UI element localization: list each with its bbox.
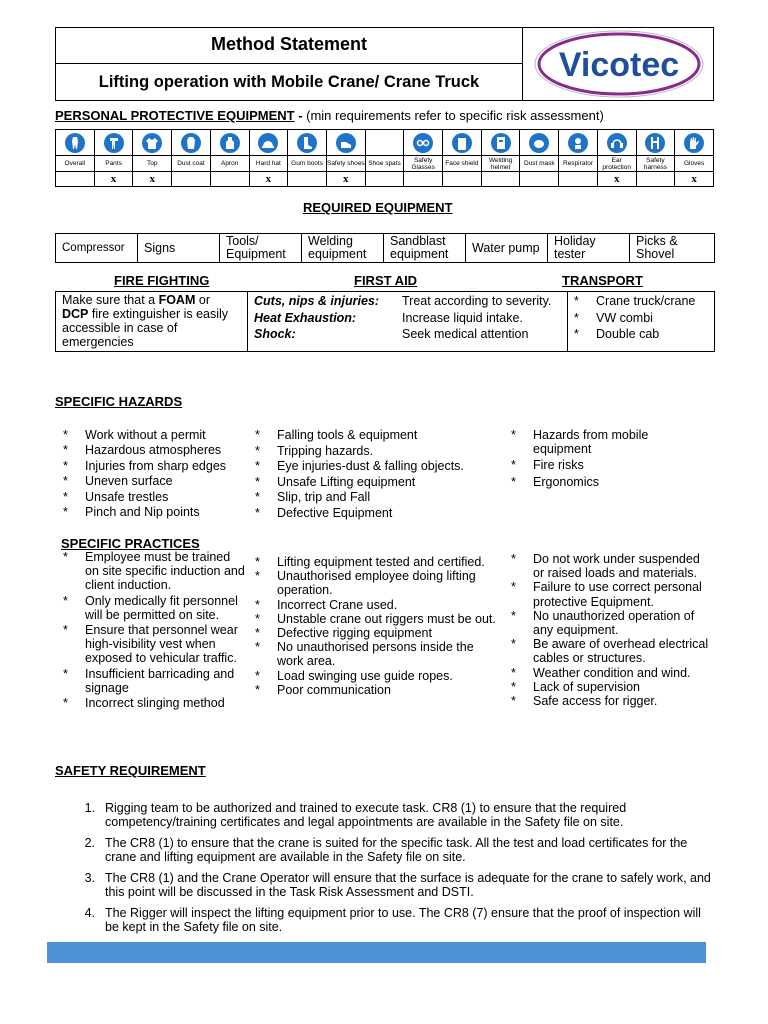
list-item bbox=[247, 683, 497, 697]
bullet-star: * bbox=[255, 459, 260, 474]
bullet-star: * bbox=[255, 569, 260, 584]
ppe-label: Gloves bbox=[675, 156, 714, 172]
dust-coat-icon bbox=[181, 133, 201, 153]
list-item bbox=[247, 459, 497, 473]
equipment-item: Tools/ Equipment bbox=[220, 234, 302, 263]
document-title: Method Statement bbox=[56, 28, 523, 64]
list-item-text: Fire risks bbox=[533, 458, 584, 473]
respirator-icon bbox=[568, 133, 588, 153]
list-item-text: Defective Equipment bbox=[277, 505, 393, 520]
ppe-label: Shoe spats bbox=[365, 156, 404, 172]
safety-requirement-item bbox=[76, 871, 716, 899]
face-shield-icon bbox=[452, 133, 472, 153]
ppe-mark bbox=[559, 172, 598, 187]
ppe-mark bbox=[172, 172, 211, 187]
ppe-heading-separator: - bbox=[294, 108, 307, 123]
list-item bbox=[247, 490, 497, 504]
bullet-star: * bbox=[511, 474, 516, 489]
ppe-mark bbox=[481, 172, 520, 187]
ppe-label: Apron bbox=[210, 156, 249, 172]
list-item bbox=[503, 428, 703, 456]
bullet-star: * bbox=[255, 443, 260, 458]
pants-icon bbox=[104, 133, 124, 153]
ppe-mark bbox=[443, 172, 482, 187]
bullet-star: * bbox=[63, 474, 68, 489]
ppe-label: Overall bbox=[56, 156, 95, 172]
document-subtitle: Lifting operation with Mobile Crane/ Crane Truck bbox=[56, 64, 523, 101]
ppe-mark bbox=[636, 172, 675, 187]
list-item-text: No unauthorized operation of any equipment. bbox=[533, 608, 695, 638]
list-item-text: Employee must be trained on site specific induction and client induction. bbox=[85, 550, 245, 593]
bullet-star: * bbox=[255, 505, 260, 520]
top-icon bbox=[142, 133, 162, 153]
ppe-icon-cell bbox=[172, 130, 211, 156]
list-item bbox=[503, 637, 713, 665]
bullet-star: * bbox=[511, 552, 516, 566]
list-item bbox=[503, 580, 713, 608]
ppe-label: Pants bbox=[94, 156, 133, 172]
ppe-mark bbox=[520, 172, 559, 187]
item-text: The CR8 (1) and the Crane Operator will ensure that the surface is adequate for the crane to safely work, and this point will be discussed in the Task Risk Assessment and DSTI. bbox=[105, 871, 711, 899]
ppe-icon-cell bbox=[56, 130, 95, 156]
ear-protection-icon bbox=[607, 133, 627, 153]
ppe-icon-cell bbox=[326, 130, 365, 156]
transport-label: VW combi bbox=[596, 310, 653, 325]
first-aid-row bbox=[254, 293, 561, 310]
bullet-star: * bbox=[255, 611, 260, 626]
fire-text-3: fire extinguisher is easily accessible in case of emergencies bbox=[62, 307, 229, 349]
list-item bbox=[55, 594, 247, 622]
list-item bbox=[247, 506, 497, 520]
list-item bbox=[247, 569, 497, 597]
first-aid-condition: Shock: bbox=[254, 327, 296, 341]
transport-label: Double cab bbox=[596, 327, 660, 341]
first-aid-treatment: Treat according to severity. bbox=[402, 294, 552, 308]
ppe-icon-cell bbox=[288, 130, 327, 156]
ppe-mark bbox=[56, 172, 95, 187]
item-text: Rigging team to be authorized and trained to execute task. CR8 (1) to ensure that the required competency/training certificates and legal appointments are available in the Safety file on site. bbox=[105, 801, 627, 829]
ppe-mark bbox=[288, 172, 327, 187]
company-logo bbox=[524, 28, 714, 101]
list-item bbox=[55, 428, 255, 442]
ppe-icon-cell bbox=[481, 130, 520, 156]
transport-item bbox=[574, 310, 708, 327]
fire-foam: FOAM bbox=[158, 293, 196, 307]
list-item-text: Failure to use correct personal protective Equipment. bbox=[533, 580, 702, 609]
footer-bar bbox=[47, 942, 706, 963]
dust-mask-icon bbox=[529, 133, 549, 153]
first-aid-treatment: Increase liquid intake. bbox=[402, 310, 523, 325]
list-item bbox=[247, 626, 497, 640]
safety-requirement-item bbox=[76, 906, 716, 934]
list-item bbox=[503, 680, 713, 694]
equipment-item: Sandblast equipment bbox=[384, 234, 466, 263]
bullet-star: * bbox=[255, 490, 260, 505]
ppe-label: Welding helmet bbox=[481, 156, 520, 172]
ppe-icon-cell bbox=[365, 130, 404, 156]
transport-cell bbox=[568, 292, 715, 352]
ppe-label: Respirator bbox=[559, 156, 598, 172]
ppe-heading bbox=[55, 108, 604, 123]
bullet-star: * bbox=[255, 668, 260, 683]
bullet-star: * bbox=[63, 623, 68, 638]
gloves-icon bbox=[684, 133, 704, 153]
ppe-icon-cell bbox=[404, 130, 443, 156]
ppe-icon-cell bbox=[675, 130, 714, 156]
item-number: 3. bbox=[84, 871, 95, 885]
practices-column-3 bbox=[503, 552, 713, 708]
list-item bbox=[55, 623, 247, 666]
gum-boots-icon bbox=[297, 133, 317, 153]
list-item bbox=[247, 612, 497, 626]
hard-hat-icon bbox=[258, 133, 278, 153]
required-equipment-heading: REQUIRED EQUIPMENT bbox=[303, 200, 453, 215]
specific-practices-heading: SPECIFIC PRACTICES bbox=[61, 536, 200, 551]
ppe-label: Safety Glasses bbox=[404, 156, 443, 172]
first-aid-heading: FIRST AID bbox=[354, 273, 418, 288]
list-item bbox=[247, 428, 497, 442]
bullet-star: * bbox=[574, 294, 579, 308]
ppe-icon-cell bbox=[559, 130, 598, 156]
ppe-mark: x bbox=[597, 172, 636, 187]
safety-requirement-list bbox=[76, 801, 716, 941]
list-item bbox=[247, 444, 497, 458]
list-item-text: Unauthorised employee doing lifting operation. bbox=[277, 569, 476, 598]
list-item-text: Work without a permit bbox=[85, 428, 206, 442]
list-item-text: Defective rigging equipment bbox=[277, 626, 432, 641]
welding-helmet-icon bbox=[491, 133, 511, 153]
ppe-label: Gum boots bbox=[288, 156, 327, 172]
list-item-text: Uneven surface bbox=[85, 474, 173, 489]
apron-icon bbox=[220, 133, 240, 153]
list-item-text: Poor communication bbox=[277, 682, 391, 697]
bullet-star: * bbox=[255, 640, 260, 655]
bullet-star: * bbox=[511, 458, 516, 473]
bullet-star: * bbox=[255, 597, 260, 612]
list-item bbox=[247, 669, 497, 683]
item-number: 4. bbox=[84, 906, 95, 920]
hazards-column-1 bbox=[55, 428, 255, 520]
equipment-item: Picks & Shovel bbox=[630, 234, 715, 263]
document-header bbox=[55, 27, 714, 101]
list-item bbox=[503, 552, 713, 580]
ppe-table bbox=[55, 129, 714, 187]
list-item-text: Incorrect slinging method bbox=[85, 696, 225, 711]
hazards-column-3 bbox=[503, 428, 703, 491]
bullet-star: * bbox=[511, 428, 516, 442]
bullet-star: * bbox=[63, 666, 68, 681]
list-item bbox=[55, 443, 255, 457]
list-item-text: Lack of supervision bbox=[533, 679, 641, 694]
list-item-text: Hazards from mobile equipment bbox=[533, 428, 649, 457]
first-aid-condition: Heat Exhaustion: bbox=[254, 310, 357, 325]
list-item bbox=[247, 475, 497, 489]
bullet-star: * bbox=[511, 608, 516, 623]
bullet-star: * bbox=[63, 696, 68, 711]
ppe-icon-cell bbox=[520, 130, 559, 156]
bullet-star: * bbox=[255, 626, 260, 641]
bullet-star: * bbox=[63, 428, 68, 442]
bullet-star: * bbox=[63, 593, 68, 608]
list-item bbox=[503, 458, 703, 472]
list-item bbox=[503, 609, 713, 637]
ppe-icon-cell bbox=[133, 130, 172, 156]
list-item bbox=[55, 505, 255, 519]
list-item-text: Weather condition and wind. bbox=[533, 665, 691, 680]
list-item-text: No unauthorised persons inside the work area. bbox=[277, 640, 474, 669]
bullet-star: * bbox=[63, 550, 68, 564]
transport-heading: TRANSPORT bbox=[562, 273, 643, 288]
bullet-star: * bbox=[511, 694, 516, 709]
list-item bbox=[247, 555, 497, 569]
list-item-text: Slip, trip and Fall bbox=[277, 490, 371, 505]
item-number: 2. bbox=[84, 836, 95, 850]
list-item bbox=[503, 666, 713, 680]
safety-glasses-icon bbox=[413, 133, 433, 153]
ppe-mark bbox=[210, 172, 249, 187]
bullet-star: * bbox=[63, 489, 68, 504]
ppe-icon-cell bbox=[210, 130, 249, 156]
item-text: The Rigger will inspect the lifting equipment prior to use. The CR8 (7) ensure that the proof of inspection will be kept in the Safety file on site. bbox=[105, 906, 701, 934]
safety-shoes-icon bbox=[336, 133, 356, 153]
first-aid-treatment: Seek medical attention bbox=[402, 327, 529, 341]
ppe-icon-cell bbox=[597, 130, 636, 156]
list-item-text: Ensure that personnel wear high-visibility vest when exposed to vehicular traffic. bbox=[85, 623, 238, 666]
ppe-label: Dust mask bbox=[520, 156, 559, 172]
first-aid-cell bbox=[248, 292, 568, 352]
ppe-mark: x bbox=[94, 172, 133, 187]
specific-hazards-heading: SPECIFIC HAZARDS bbox=[55, 394, 183, 409]
first-aid-condition: Cuts, nips & injuries: bbox=[254, 294, 380, 308]
practices-column-2 bbox=[247, 555, 497, 697]
list-item-text: Eye injuries-dust & falling objects. bbox=[277, 459, 464, 474]
list-item-text: Unstable crane out riggers must be out. bbox=[277, 611, 496, 626]
fire-dcp: DCP bbox=[62, 307, 89, 321]
ppe-label: Safety shoes bbox=[326, 156, 365, 172]
bullet-star: * bbox=[255, 428, 260, 442]
list-item-text: Hazardous atmospheres bbox=[85, 443, 222, 458]
list-item bbox=[55, 474, 255, 488]
list-item bbox=[503, 694, 713, 708]
ppe-title: PERSONAL PROTECTIVE EQUIPMENT bbox=[55, 108, 295, 123]
equipment-item: Compressor bbox=[56, 234, 138, 263]
list-item-text: Injuries from sharp edges bbox=[85, 458, 227, 473]
list-item-text: Unsafe Lifting equipment bbox=[277, 474, 416, 489]
item-text: The CR8 (1) to ensure that the crane is suited for the specific task. All the test and load certificates for the crane and lifting equipment are available in the Safety file on site. bbox=[105, 836, 688, 864]
bullet-star: * bbox=[511, 637, 516, 652]
equipment-item: Welding equipment bbox=[302, 234, 384, 263]
ppe-icon-cell bbox=[94, 130, 133, 156]
bullet-star: * bbox=[255, 474, 260, 489]
list-item bbox=[55, 490, 255, 504]
bullet-star: * bbox=[255, 555, 260, 569]
list-item-text: Only medically fit personnel will be permitted on site. bbox=[85, 593, 238, 622]
bullet-star: * bbox=[63, 443, 68, 458]
practices-column-1 bbox=[55, 550, 247, 711]
bullet-star: * bbox=[574, 310, 579, 325]
equipment-item: Water pump bbox=[466, 234, 548, 263]
ppe-mark: x bbox=[249, 172, 288, 187]
list-item-text: Falling tools & equipment bbox=[277, 428, 418, 442]
logo-text: Vicotec bbox=[558, 46, 680, 84]
bullet-star: * bbox=[511, 665, 516, 680]
list-item bbox=[55, 459, 255, 473]
fire-fighting-heading: FIRE FIGHTING bbox=[114, 273, 210, 288]
equipment-item: Signs bbox=[138, 234, 220, 263]
ppe-note: (min requirements refer to specific risk assessment) bbox=[306, 108, 604, 123]
bullet-star: * bbox=[63, 504, 68, 519]
safety-harness-icon bbox=[645, 133, 665, 153]
list-item bbox=[55, 696, 247, 710]
transport-label: Crane truck/crane bbox=[596, 294, 696, 308]
bullet-star: * bbox=[574, 327, 579, 341]
safety-requirement-item bbox=[76, 801, 716, 829]
fire-firstaid-transport-table bbox=[55, 291, 715, 352]
bullet-star: * bbox=[255, 682, 260, 697]
list-item-text: Pinch and Nip points bbox=[85, 504, 200, 519]
list-item bbox=[55, 667, 247, 695]
list-item bbox=[55, 550, 247, 593]
ppe-mark: x bbox=[675, 172, 714, 187]
ppe-mark bbox=[404, 172, 443, 187]
overall-icon bbox=[65, 133, 85, 153]
list-item-text: Be aware of overhead electrical cables or structures. bbox=[533, 637, 709, 666]
fire-text-1: Make sure that a bbox=[62, 293, 159, 307]
safety-requirement-item bbox=[76, 836, 716, 864]
required-equipment-table bbox=[55, 233, 715, 263]
ppe-mark: x bbox=[133, 172, 172, 187]
list-item-text: Tripping hazards. bbox=[277, 443, 374, 458]
ppe-icon-cell bbox=[636, 130, 675, 156]
list-item bbox=[247, 640, 497, 668]
bullet-star: * bbox=[511, 679, 516, 694]
list-item-text: Ergonomics bbox=[533, 474, 599, 489]
list-item-text: Load swinging use guide ropes. bbox=[277, 668, 453, 683]
equipment-item: Holiday tester bbox=[548, 234, 630, 263]
ppe-label: Safety harness bbox=[636, 156, 675, 172]
fire-text-2: or bbox=[195, 293, 210, 307]
item-number: 1. bbox=[84, 801, 95, 815]
safety-requirement-heading: SAFETY REQUIREMENT bbox=[55, 763, 206, 778]
first-aid-row bbox=[254, 326, 561, 343]
list-item-text: Incorrect Crane used. bbox=[277, 597, 398, 612]
ppe-icon-cell bbox=[443, 130, 482, 156]
ppe-icon-cell bbox=[249, 130, 288, 156]
transport-item bbox=[574, 326, 708, 343]
ppe-label: Top bbox=[133, 156, 172, 172]
ppe-mark bbox=[365, 172, 404, 187]
list-item-text: Safe access for rigger. bbox=[533, 694, 658, 709]
list-item-text: Insufficient barricading and signage bbox=[85, 666, 235, 695]
list-item bbox=[503, 475, 703, 489]
bullet-star: * bbox=[511, 580, 516, 595]
list-item-text: Lifting equipment tested and certified. bbox=[277, 555, 485, 569]
list-item-text: Do not work under suspended or raised loads and materials. bbox=[533, 552, 700, 581]
list-item bbox=[247, 598, 497, 612]
first-aid-row bbox=[254, 310, 561, 327]
ppe-label: Hard hat bbox=[249, 156, 288, 172]
hazards-column-2 bbox=[247, 428, 497, 522]
ppe-label: Face shield bbox=[443, 156, 482, 172]
transport-item bbox=[574, 293, 708, 310]
bullet-star: * bbox=[63, 458, 68, 473]
fire-fighting-cell bbox=[56, 292, 248, 352]
ppe-mark: x bbox=[326, 172, 365, 187]
ppe-label: Ear protection bbox=[597, 156, 636, 172]
ppe-label: Dust coat bbox=[172, 156, 211, 172]
list-item-text: Unsafe trestles bbox=[85, 489, 169, 504]
